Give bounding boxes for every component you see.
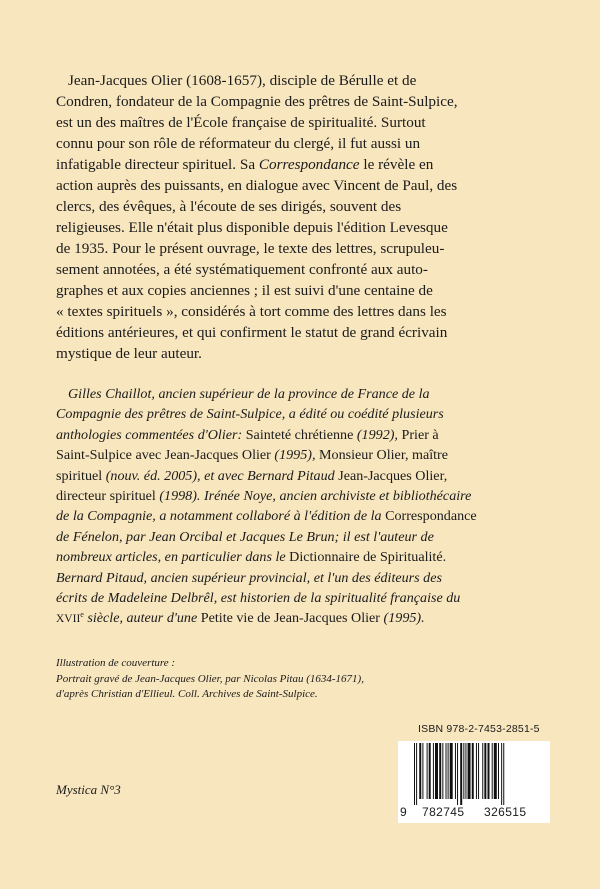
description-line: graphes et aux copies anciennes ; il est suivi d'une centaine de — [56, 282, 433, 299]
book-title: Sainteté chrétienne — [245, 426, 357, 443]
book-title: Saint-Sulpice avec Jean-Jacques Olier — [56, 447, 275, 464]
barcode-bar — [455, 743, 456, 799]
bio-line — [56, 384, 548, 404]
barcode-bar — [476, 743, 477, 799]
book-description — [56, 70, 540, 364]
bio-line — [56, 588, 548, 608]
barcode-bar — [494, 743, 497, 799]
barcode-bar — [427, 743, 428, 799]
bio-line — [56, 486, 548, 506]
credit-line: d'après Christian d'Ellieul. Coll. Archives de Saint-Sulpice. — [56, 688, 318, 700]
book-title: directeur spirituel — [56, 488, 160, 505]
bio-line — [56, 445, 548, 465]
barcode-bar — [416, 743, 417, 805]
description-line: religieuses. Elle n'était plus disponible depuis l'édition Levesque — [56, 219, 448, 236]
bio-line — [56, 466, 548, 486]
century-numeral: XVII — [56, 613, 81, 626]
isbn-label: ISBN 978-2-7453-2851-5 — [418, 723, 540, 735]
credit-line: Illustration de couverture : — [56, 657, 176, 669]
book-title: Correspondance — [385, 508, 477, 525]
description-line: « textes spirituels », considérés à tort comme des lettres dans les — [56, 303, 447, 320]
description-line — [56, 154, 540, 175]
bio-text: écrits de Madeleine Delbrêl, est historien de la spiritualité française du — [56, 590, 461, 607]
bio-text: anthologies commentées d'Olier: — [56, 426, 246, 443]
description-line: mystique de leur auteur. — [56, 345, 202, 362]
bio-line — [56, 527, 548, 547]
bio-text: (1995), — [274, 447, 316, 464]
bio-text: Bernard Pitaud, ancien supérieur provincial, et l'un des éditeurs des — [56, 569, 442, 586]
bio-text: Compagnie des prêtres de Saint-Sulpice, a édité ou coédité plusieurs — [56, 406, 444, 423]
bio-line — [56, 506, 548, 526]
barcode-bar — [465, 743, 466, 799]
bio-line — [56, 547, 548, 567]
book-title: Monsieur Olier, maître — [315, 447, 448, 464]
barcode-bar — [414, 743, 415, 805]
barcode-bar — [450, 743, 453, 799]
bio-text: (1992), — [356, 426, 398, 443]
barcode-bar — [478, 743, 479, 799]
barcode-bar — [460, 743, 462, 805]
description-line: de 1935. Pour le présent ouvrage, le texte des lettres, scrupuleu- — [56, 240, 445, 257]
barcode-bar — [435, 743, 438, 799]
barcode-bar — [457, 743, 458, 805]
barcode-digit-first: 9 — [400, 805, 408, 819]
description-line: connu pour son rôle de réformateur du clergé, il fut aussi un — [56, 135, 421, 152]
description-line: Condren, fondateur de la Compagnie des prêtres de Saint-Sulpice, — [56, 93, 458, 110]
description-line: Jean-Jacques Olier (1608-1657), disciple de Bérulle et de — [68, 72, 417, 89]
credit-line: Portrait gravé de Jean-Jacques Olier, par Nicolas Pitau (1634-1671), — [56, 672, 364, 685]
barcode-bar — [463, 743, 464, 799]
barcode-bar — [422, 743, 423, 799]
barcode-bar — [488, 743, 490, 799]
description-line: éditions antérieures, et qui confirment le statut de grand écrivain — [56, 324, 448, 341]
cover-illustration-credit — [56, 656, 456, 703]
bio-line — [56, 608, 548, 629]
barcode-bar — [439, 743, 441, 799]
barcode — [398, 741, 550, 823]
authors-bio — [56, 384, 548, 630]
book-title: Jean-Jacques Olier, — [334, 467, 448, 484]
barcode-bar — [492, 743, 493, 799]
barcode-digits-left: 782745 — [422, 805, 465, 819]
bio-text: de Fénelon, par Jean Orcibal et Jacques Le Brun; il est l'auteur de — [56, 528, 434, 545]
barcode-bar — [433, 743, 434, 799]
barcode-bar — [419, 743, 421, 799]
barcode-bar — [498, 743, 499, 799]
bio-line — [56, 404, 548, 424]
description-line: est un des maîtres de l'École française de spiritualité. Surtout — [56, 114, 426, 131]
description-line: sement annotées, a été systématiquement confronté aux auto- — [56, 261, 428, 278]
bio-text: (1998). Irénée Noye, ancien archiviste et bibliothécaire — [159, 488, 472, 505]
description-text: infatigable directeur spirituel. Sa — [56, 156, 259, 173]
book-title: spirituel — [56, 467, 106, 484]
book-title: Dictionnaire de Spiritualité. — [289, 549, 447, 566]
bio-text: siècle, auteur d'une — [83, 610, 201, 627]
bio-text: (nouv. éd. 2005), et avec Bernard Pitaud — [105, 467, 335, 484]
barcode-bar — [448, 743, 449, 799]
bio-text: de la Compagnie, a notamment collaboré à l'édition de la — [56, 508, 386, 525]
barcode-bar — [482, 743, 483, 799]
bio-text: nombreux articles, en particulier dans le — [56, 549, 290, 566]
bio-text: Gilles Chaillot, ancien supérieur de la province de France de la — [68, 386, 430, 402]
barcode-bar — [429, 743, 431, 799]
barcode-bar — [503, 743, 504, 805]
barcode-bars — [412, 743, 538, 805]
barcode-bar — [442, 743, 443, 799]
series-label: Mystica N°3 — [56, 782, 121, 797]
century-superscript: e — [80, 610, 84, 620]
description-line: clercs, des évêques, à l'écoute de ses dirigés, souvent des — [56, 198, 402, 215]
barcode-bar — [501, 743, 502, 805]
description-line: action auprès des puissants, en dialogue avec Vincent de Paul, des — [56, 177, 458, 194]
correspondance-title: Correspondance — [258, 156, 360, 173]
description-text: le révèle en — [359, 156, 434, 173]
bio-line — [56, 568, 548, 588]
book-title: Prier à — [397, 426, 439, 443]
barcode-bar — [484, 743, 486, 799]
barcode-bar — [472, 743, 474, 799]
barcode-digits-right: 326515 — [484, 805, 527, 819]
book-title: Petite vie de Jean-Jacques Olier — [200, 610, 384, 627]
bio-line — [56, 425, 548, 445]
bio-text: (1995). — [383, 610, 425, 627]
barcode-bar — [468, 743, 471, 799]
barcode-bar — [446, 743, 447, 799]
